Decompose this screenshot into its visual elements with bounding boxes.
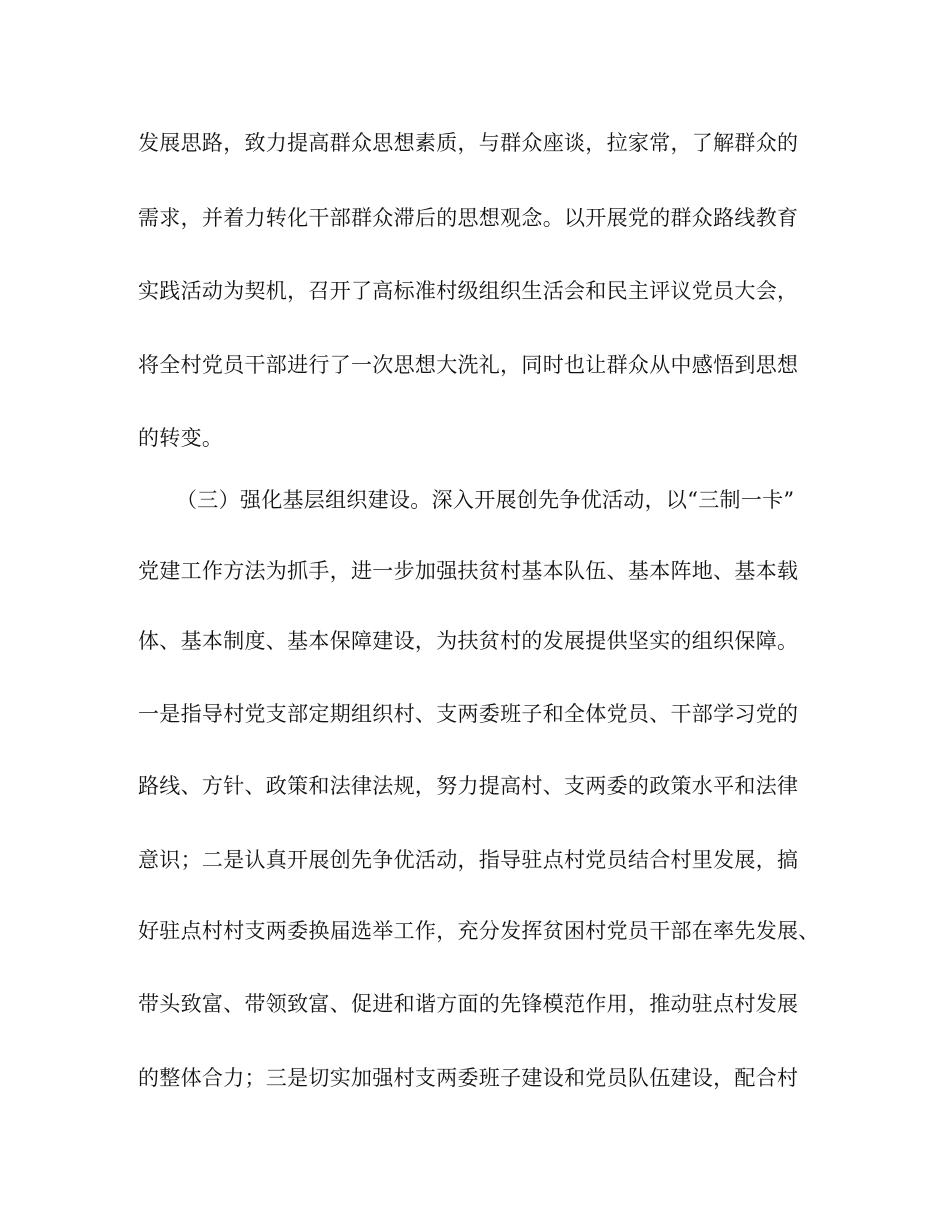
paragraph-line: 将全村党员干部进行了一次思想大洗礼，同时也让群众从中感悟到思想 bbox=[138, 353, 799, 377]
paragraph-line: 好驻点村村支两委换届选举工作，充分发挥贫困村党员干部在率先发展、 bbox=[138, 919, 820, 943]
paragraph-line: 发展思路，致力提高群众思想素质，与群众座谈，拉家常，了解群众的 bbox=[138, 131, 799, 155]
paragraph-line: 意识；二是认真开展创先争优活动，指导驻点村党员结合村里发展，搞 bbox=[138, 848, 799, 872]
paragraph-line: 党建工作方法为抓手，进一步加强扶贫村基本队伍、基本阵地、基本载 bbox=[138, 559, 799, 583]
paragraph-line: 的整体合力；三是切实加强村支两委班子建设和党员队伍建设，配合村 bbox=[138, 1066, 799, 1090]
paragraph-line: 路线、方针、政策和法律法规，努力提高村、支两委的政策水平和法律 bbox=[138, 774, 799, 798]
paragraph-line: 带头致富、带领致富、促进和谐方面的先锋模范作用，推动驻点村发展 bbox=[138, 992, 799, 1016]
paragraph-line: 实践活动为契机，召开了高标准村级组织生活会和民主评议党员大会， bbox=[138, 279, 799, 303]
section-heading-line: （三）强化基层组织建设。深入开展创先争优活动，以“三制一卡” bbox=[176, 488, 795, 512]
paragraph-line: 需求，并着力转化干部群众滞后的思想观念。以开展党的群众路线教育 bbox=[138, 206, 799, 230]
paragraph-line: 的转变。 bbox=[138, 426, 224, 450]
paragraph-line: 一是指导村党支部定期组织村、支两委班子和全体党员、干部学习党的 bbox=[138, 702, 799, 726]
paragraph-line: 体、基本制度、基本保障建设，为扶贫村的发展提供坚实的组织保障。 bbox=[138, 629, 799, 653]
